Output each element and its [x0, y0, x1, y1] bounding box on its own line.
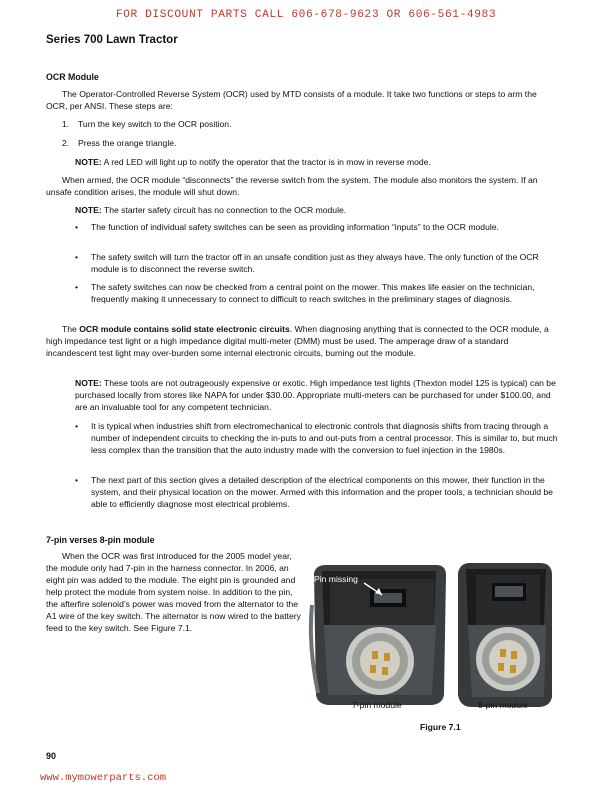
step-number: 1. — [62, 119, 70, 129]
bullet-item — [75, 420, 558, 456]
bullet-marker: • — [75, 282, 79, 292]
section-heading-ocr: OCR Module — [46, 72, 99, 82]
eight-pin-module-photo — [458, 563, 552, 707]
note-text: A red LED will light up to notify the operator that the tractor is in mow in reverse mode. — [101, 157, 431, 167]
step-1 — [62, 118, 231, 130]
solid-state-post: . When diagnosing anything that is connected to the OCR module, a high impedance test light or a high impedance digital multi-meter (DMM) must be used. The amperage draw of a standard incandescent test light may over-burden some internal electronic circuits, burning out the module. — [46, 324, 549, 358]
bullet-item — [75, 281, 558, 305]
solid-state-bold: OCR module contains solid state electronic circuits — [79, 324, 290, 334]
bullet-marker: • — [75, 252, 79, 262]
bullet-text: It is typical when industries shift from electromechanical to electronic controls that diagnosis shifts from tracing through a number of independent circuits to checking the in-puts to and out-puts from a central processor. This is similar to, but much less complex than the transition that the auto industry made with the conversion to fuel injection in the 1980s. — [91, 421, 558, 455]
bullet-marker: • — [75, 421, 79, 431]
bullet-text: The safety switches can now be checked from a central point on the mower. This makes life easier on the technician, frequently making it unnecessary to connect to difficult to reach switches in the preliminary stages of diagnosis. — [91, 282, 535, 304]
bullet-text: The function of individual safety switches can be seen as providing information “inputs” to the OCR module. — [91, 222, 499, 232]
step-text: Press the orange triangle. — [78, 138, 177, 148]
pin-paragraph: When the OCR was first introduced for the 2005 model year, the module only had 7-pin in the harness connector. In 2006, an eight pin was added to the module. The eight pin is grounded and help protect the module from system noise. In addition to the pin, the afterfire solenoid’s power was moved from the alternator to the A1 wire of the key switch. The alternator is now wired to the battery feed to the key switch. See Figure 7.1. — [46, 551, 301, 633]
note-label: NOTE: — [75, 157, 102, 167]
step-number: 2. — [62, 138, 70, 148]
armed-paragraph: When armed, the OCR module “disconnects” the reverse switch from the system. The module also monitors the system. If an unsafe condition arises, the module will shut down. — [46, 175, 538, 197]
footer-url: www.mymowerparts.com — [40, 772, 167, 784]
note-test-tools — [75, 377, 558, 413]
pin-missing-callout: Pin missing — [314, 574, 358, 584]
page-title: Series 700 Lawn Tractor — [46, 34, 178, 46]
step-text: Turn the key switch to the OCR position. — [78, 119, 232, 129]
seven-pin-module-photo — [311, 565, 446, 705]
bullet-marker: • — [75, 475, 79, 485]
step-2 — [62, 137, 176, 149]
note-text: These tools are not outrageously expensive or exotic. High impedance test lights (Thexton model 125 is typical) can be purchased locally from stores like NAPA for under $30.00. Appropriate multi-meters can be purchased for under $100.00, and are an invaluable tool for any competent technician. — [75, 378, 556, 412]
bullet-item — [75, 221, 558, 233]
figure-label-8pin: 8-pin module — [478, 700, 528, 710]
solid-state-paragraph — [46, 323, 558, 359]
figure-label-7pin: 7-pin module — [352, 700, 402, 710]
bullet-item — [75, 474, 558, 510]
note-text: The starter safety circuit has no connection to the OCR module. — [101, 205, 347, 215]
bullet-text: The safety switch will turn the tractor off in an unsafe condition just as they always have. The only function of the OCR module is to disconnect the reverse switch. — [91, 252, 539, 274]
bullet-item — [75, 251, 558, 275]
section-heading-7pin: 7-pin verses 8-pin module — [46, 535, 155, 545]
solid-state-pre: The — [62, 324, 80, 334]
note-red-led — [75, 156, 558, 168]
note-starter-circuit — [75, 204, 558, 216]
module-photo — [308, 545, 558, 725]
discount-banner: FOR DISCOUNT PARTS CALL 606-678-9623 OR 606-561-4983 — [115, 9, 497, 21]
note-label: NOTE: — [75, 378, 102, 388]
page-number: 90 — [46, 751, 57, 761]
figure-caption: Figure 7.1 — [420, 722, 461, 732]
bullet-marker: • — [75, 222, 79, 232]
ocr-intro-paragraph: The Operator-Controlled Reverse System (OCR) used by MTD consists of a module. It take two functions or steps to arm the OCR, per ANSI. These steps are: — [46, 89, 537, 111]
note-label: NOTE: — [75, 205, 102, 215]
bullet-text: The next part of this section gives a detailed description of the electrical components on this mower, their function in the system, and their physical location on the mower. Armed with this information and the proper tools, a technician should be able to efficiently diagnose most electrical problems. — [91, 475, 553, 509]
